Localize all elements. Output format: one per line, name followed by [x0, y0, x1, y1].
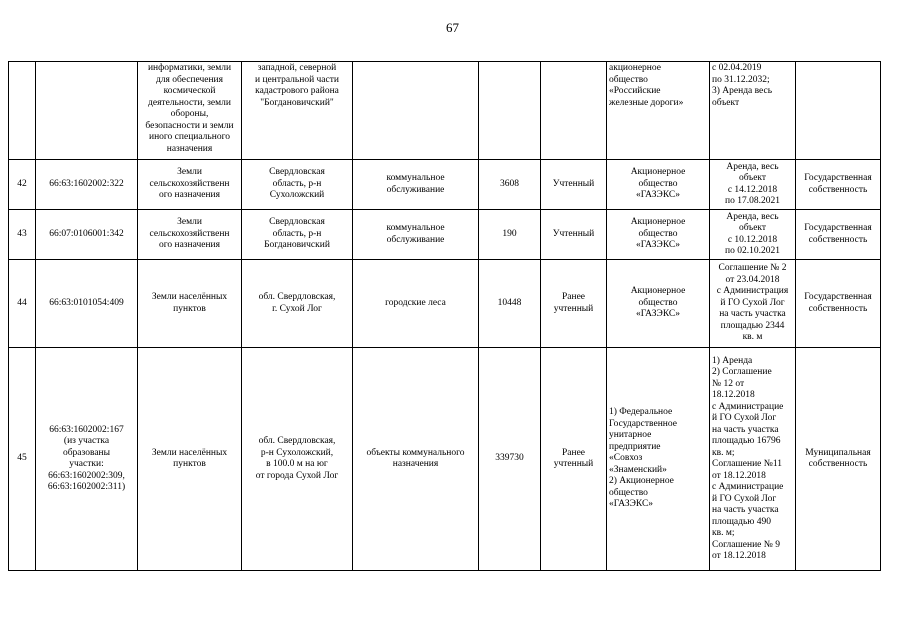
area-cell: 190	[479, 210, 541, 260]
cadastral-number-cell: 66:63:0101054:409	[36, 260, 138, 348]
row-number-cell: 42	[9, 160, 36, 210]
owner-cell: акционерное общество «Российские железные дороги»	[607, 62, 710, 160]
status-cell: Ранее учтенный	[541, 348, 607, 571]
table-row	[9, 210, 881, 260]
location-cell: Свердловская область, р-н Богдановичский	[242, 210, 353, 260]
encumbrance-cell: с 02.04.2019 по 31.12.2032; 3) Аренда весь объект	[710, 62, 796, 160]
cadastral-number-cell: 66:63:1602002:167 (из участка образованы участки: 66:63:1602002:309, 66:63:1602002:311)	[36, 348, 138, 571]
land-category-cell: Земли сельскохозяйственн ого назначения	[138, 210, 242, 260]
ownership-cell: Государственная собственность	[796, 160, 881, 210]
encumbrance-cell: 1) Аренда 2) Соглашение № 12 от 18.12.2018 с Администрацие й ГО Сухой Лог на часть участка площадью 16796 кв. м; Соглашение №11 от 18.12.2018 с Администрацие й ГО Сухой Лог на часть участка площадью 490 кв. м; Соглашение № 9 от 18.12.2018	[710, 348, 796, 571]
owner-cell: Акционерное общество «ГАЗЭКС»	[607, 260, 710, 348]
owner-cell: Акционерное общество «ГАЗЭКС»	[607, 210, 710, 260]
cadastral-number-cell	[36, 62, 138, 160]
area-cell: 339730	[479, 348, 541, 571]
ownership-cell: Муниципальная собственность	[796, 348, 881, 571]
row-number-cell: 44	[9, 260, 36, 348]
ownership-cell	[796, 62, 881, 160]
land-category-cell: Земли населённых пунктов	[138, 260, 242, 348]
row-number-cell: 43	[9, 210, 36, 260]
area-cell: 10448	[479, 260, 541, 348]
permitted-use-cell: коммунальное обслуживание	[353, 210, 479, 260]
row-number-cell	[9, 62, 36, 160]
location-cell: западной, северной и центральной части кадастрового района "Богдановичский"	[242, 62, 353, 160]
encumbrance-cell: Аренда, весь объект с 10.12.2018 по 02.10.2021	[710, 210, 796, 260]
location-cell: Свердловская область, р-н Сухоложский	[242, 160, 353, 210]
location-cell: обл. Свердловская, г. Сухой Лог	[242, 260, 353, 348]
ownership-cell: Государственная собственность	[796, 260, 881, 348]
table-row	[9, 348, 881, 571]
encumbrance-cell: Соглашение № 2 от 23.04.2018 с Администрация й ГО Сухой Лог на часть участка площадью 2344 кв. м	[710, 260, 796, 348]
cadastral-number-cell: 66:63:1602002:322	[36, 160, 138, 210]
table-row	[9, 160, 881, 210]
status-cell: Учтенный	[541, 210, 607, 260]
owner-cell: Акционерное общество «ГАЗЭКС»	[607, 160, 710, 210]
status-cell: Ранее учтенный	[541, 260, 607, 348]
owner-cell: 1) Федеральное Государственное унитарное предприятие «Совхоз «Знаменский» 2) Акционерное общество «ГАЗЭКС»	[607, 348, 710, 571]
status-cell	[541, 62, 607, 160]
ownership-cell: Государственная собственность	[796, 210, 881, 260]
page-number: 67	[446, 20, 459, 35]
permitted-use-cell: городские леса	[353, 260, 479, 348]
area-cell: 3608	[479, 160, 541, 210]
table-row	[9, 62, 881, 160]
land-category-cell: Земли населённых пунктов	[138, 348, 242, 571]
area-cell	[479, 62, 541, 160]
land-category-cell: Земли сельскохозяйственн ого назначения	[138, 160, 242, 210]
location-cell: обл. Свердловская, р-н Сухоложский, в 100.0 м на юг от города Сухой Лог	[242, 348, 353, 571]
permitted-use-cell	[353, 62, 479, 160]
row-number-cell: 45	[9, 348, 36, 571]
encumbrance-cell: Аренда, весь объект с 14.12.2018 по 17.08.2021	[710, 160, 796, 210]
cadastral-number-cell: 66:07:0106001:342	[36, 210, 138, 260]
permitted-use-cell: коммунальное обслуживание	[353, 160, 479, 210]
land-registry-table	[8, 61, 881, 571]
table-row	[9, 260, 881, 348]
land-category-cell: информатики, земли для обеспечения космической деятельности, земли обороны, безопасности и земли иного специального назначения	[138, 62, 242, 160]
permitted-use-cell: объекты коммунального назначения	[353, 348, 479, 571]
status-cell: Учтенный	[541, 160, 607, 210]
